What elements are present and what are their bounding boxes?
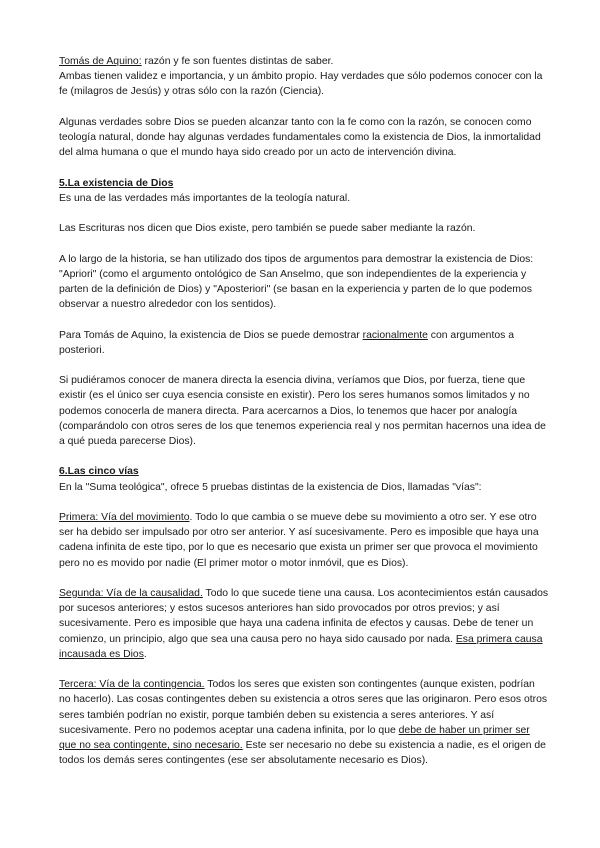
tomas-demo-b: con argumentos a posteriori. bbox=[59, 329, 514, 356]
tomas-demo-a: Para Tomás de Aquino, la existencia de Dios se puede demostrar bbox=[59, 329, 363, 341]
via-1-label: Primera: Vía del movimiento bbox=[59, 511, 190, 523]
paragraph-natural-theology: Algunas verdades sobre Dios se pueden alcanzar tanto con la fe como con la razón, se conocen como teología natural, donde hay algunas verdades fundamentales como la existencia de Dios, la inmortalidad del alma humana o que el mundo haya sido creado por un acto de intervención divina. bbox=[59, 116, 541, 159]
paragraph-arguments: A lo largo de la historia, se han utilizado dos tipos de argumentos para demostrar la existencia de Dios: "Apriori" (como el argumento ontológico de San Anselmo, que son independientes de la experiencia y parten de la definición de Dios) y "Aposteriori" (se basan en la experiencia y parten de lo que podemos observar a nuestro alrededor con los sentidos). bbox=[59, 253, 534, 311]
via-3 bbox=[59, 677, 549, 768]
section-6-title: 6.Las cinco vías bbox=[59, 466, 139, 478]
paragraph-scriptures: Las Escrituras nos dicen que Dios existe, pero también se puede saber mediante la razón. bbox=[59, 223, 476, 235]
via-2-end: . bbox=[143, 648, 147, 660]
section-5-heading bbox=[59, 176, 549, 191]
tomas-label: Tomás de Aquino: bbox=[59, 56, 142, 67]
via-3-end: Este ser necesario no debe su existencia a nadie, es el origen de todos los demás seres contingentes (ese ser absolutamente necesario es Dios). bbox=[59, 739, 546, 767]
document-page bbox=[59, 54, 549, 784]
tomas-demo-underlined: racionalmente bbox=[362, 329, 428, 341]
paragraph-tomas-demonstration bbox=[59, 328, 549, 358]
paragraph-tomas-intro bbox=[59, 54, 549, 100]
via-2-label: Segunda: Vía de la causalidad. bbox=[59, 587, 203, 599]
section-6-heading bbox=[59, 464, 549, 479]
via-3-text: Todos los seres que existen son contingentes (aunque existen, podrían no hacerlo). Las cosas contingentes deben su existencia a otros seres que las originaron. Pero esos otros seres también podrían no existir, porque también deben su existencia a seres anteriores. Y así sucesivamente. Pero no podemos aceptar una cadena infinita, por lo que bbox=[59, 679, 548, 736]
via-1-text: . Todo lo que cambia o se mueve debe su movimiento a otro ser. Y ese otro ser ha debido ser impulsado por otro ser anterior. Y así sucesivamente. Pero es imposible que haya una cadena infinita de este tipo, por lo que es necesario que exista un primer ser que provoca el movimiento pero no es movido por nadie (El primer motor o motor inmóvil, que es Dios). bbox=[59, 511, 539, 569]
paragraph-analogy: Si pudiéramos conocer de manera directa la esencia divina, veríamos que Dios, por fuerza, tiene que existir (es el único ser cuya esencia consiste en existir). Pero los seres humanos somos limitados y no podemos conocerla de manera directa. Para acercarnos a Dios, lo tenemos que hacer por analogía (comparándolo con otros seres de los que tenemos experiencia real y nos permitan hacernos una idea de a qué pueda parecerse Dios). bbox=[59, 375, 546, 447]
via-2 bbox=[59, 586, 549, 662]
tomas-line1: razón y fe son fuentes distintas de saber. bbox=[141, 56, 334, 67]
section-6-intro: En la "Suma teológica", ofrece 5 pruebas distintas de la existencia de Dios, llamadas "vías": bbox=[59, 481, 482, 493]
via-3-label: Tercera: Vía de la contingencia. bbox=[59, 679, 205, 691]
section-5-title: 5.La existencia de Dios bbox=[59, 177, 174, 189]
section-5-intro: Es una de las verdades más importantes de la teología natural. bbox=[59, 192, 351, 204]
tomas-text: Ambas tienen validez e importancia, y un ámbito propio. Hay verdades que sólo podemos conocer con la fe (milagros de Jesús) y otras sólo con la razón (Ciencia). bbox=[59, 71, 543, 98]
via-1 bbox=[59, 510, 549, 571]
via-2-text: Todo lo que sucede tiene una causa. Los acontecimientos están causados por sucesos anteriores; y estos sucesos anteriores han sido provocados por otros previos; y así sucesivamente. Pero es imposible que haya una cadena infinita de efectos y causas. Debe de tener un comienzo, un principio, algo que sea una causa pero no haya sido causado por nada. bbox=[59, 587, 549, 645]
via-3-underlined: debe de haber un primer ser que no sea contingente, sino necesario. bbox=[59, 724, 530, 751]
via-2-conclusion: Esa primera causa incausada es Dios bbox=[59, 633, 543, 660]
